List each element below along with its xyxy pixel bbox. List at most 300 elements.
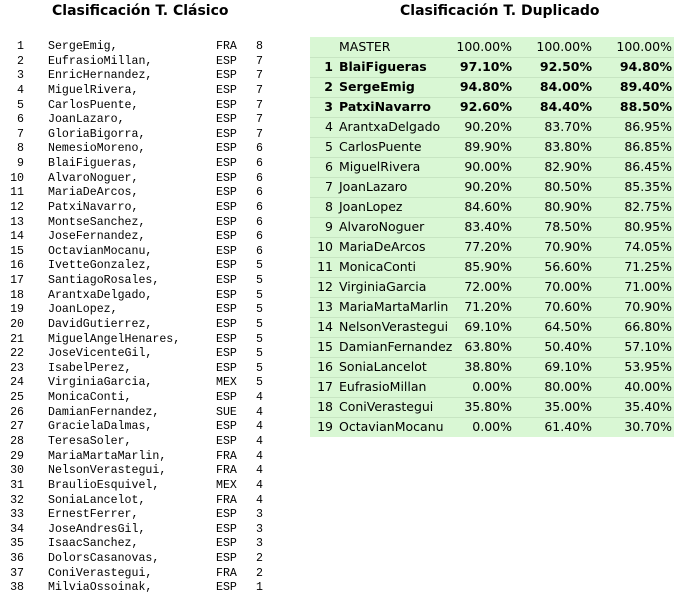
duplicate-pos: 6: [325, 159, 333, 174]
classic-pos: 7: [17, 127, 24, 141]
duplicate-value-2: 69.10%: [544, 359, 592, 374]
classic-pos: 28: [10, 435, 24, 448]
classic-pos: 32: [10, 493, 24, 507]
duplicate-pos: 8: [325, 199, 333, 214]
classic-country: ESP: [216, 230, 237, 244]
classic-player-name: MiguelRivera,: [48, 83, 139, 97]
classic-row: [0, 68, 280, 83]
duplicate-player-name: ConiVerastegui: [339, 399, 434, 414]
classic-score: 5: [256, 317, 263, 331]
classic-player-name: MiguelAngelHenares,: [48, 332, 181, 346]
classic-row: [0, 405, 280, 420]
classic-score: 1: [256, 581, 263, 595]
duplicate-value-3: 94.80%: [619, 59, 672, 74]
duplicate-player-name: MonicaConti: [339, 259, 417, 274]
duplicate-value-3: 82.75%: [624, 199, 672, 214]
classic-row: [0, 375, 280, 390]
duplicate-value-3: 89.40%: [619, 79, 672, 94]
duplicate-value-3: 53.95%: [624, 359, 672, 374]
duplicate-row: [310, 317, 674, 337]
classic-player-name: BraulioEsquivel,: [48, 478, 160, 492]
classic-row: [0, 346, 280, 361]
classic-country: ESP: [216, 435, 237, 448]
duplicate-value-2: 50.40%: [544, 339, 592, 354]
duplicate-value-2: 100.00%: [536, 39, 592, 54]
classic-pos: 37: [10, 566, 24, 580]
duplicate-value-2: 83.80%: [544, 139, 592, 154]
duplicate-row: [310, 297, 674, 317]
classic-score: 7: [256, 54, 263, 68]
duplicate-value-1: 92.60%: [459, 99, 512, 114]
classic-row: [0, 332, 280, 347]
row-divider: [310, 77, 674, 78]
duplicate-value-3: 71.00%: [624, 279, 672, 294]
row-divider: [310, 197, 674, 198]
classic-score: 2: [256, 566, 263, 580]
classic-pos: 18: [10, 288, 24, 302]
classic-pos: 17: [10, 274, 24, 288]
duplicate-pos: 15: [317, 339, 333, 354]
classic-player-name: SergeEmig,: [48, 40, 118, 53]
classic-pos: 12: [10, 200, 24, 214]
classic-row: [0, 54, 280, 69]
classic-country: ESP: [216, 361, 237, 375]
duplicate-player-name: AlvaroNoguer: [339, 219, 425, 234]
duplicate-player-name: VirginiaGarcia: [339, 279, 427, 294]
duplicate-row: [310, 257, 674, 277]
duplicate-pos: 12: [317, 279, 333, 294]
classic-country: ESP: [216, 581, 237, 595]
classic-score: 7: [256, 127, 263, 141]
duplicate-player-name: EufrasioMillan: [339, 379, 427, 394]
classic-row: [0, 463, 280, 478]
duplicate-pos: 1: [324, 59, 333, 74]
classic-country: ESP: [216, 113, 237, 127]
classic-pos: 1: [17, 40, 24, 53]
classic-pos: 8: [17, 142, 24, 156]
classic-pos: 22: [10, 347, 24, 361]
classic-pos: 16: [10, 259, 24, 273]
classic-country: ESP: [216, 274, 237, 288]
duplicate-player-name: ArantxaDelgado: [339, 119, 441, 134]
classic-title: Clasificación T. Clásico: [52, 3, 229, 19]
classic-row: [0, 171, 280, 186]
classic-player-name: MontseSanchez,: [48, 215, 146, 229]
classic-country: ESP: [216, 288, 237, 302]
classic-score: 2: [256, 552, 263, 566]
classic-country: FRA: [216, 493, 237, 507]
duplicate-row: [310, 277, 674, 297]
duplicate-row: [310, 157, 674, 177]
row-divider: [310, 117, 674, 118]
classic-country: ESP: [216, 142, 237, 156]
classic-player-name: SantiagoRosales,: [48, 274, 160, 288]
classic-row: [0, 551, 280, 566]
duplicate-player-name: MASTER: [339, 39, 391, 54]
duplicate-player-name: SoniaLancelot: [339, 359, 427, 374]
duplicate-pos: 5: [325, 139, 333, 154]
row-divider: [310, 397, 674, 398]
duplicate-value-3: 70.90%: [624, 299, 672, 314]
duplicate-player-name: CarlosPuente: [339, 139, 422, 154]
classic-pos: 13: [10, 215, 24, 229]
duplicate-row: [310, 197, 674, 217]
classic-pos: 9: [17, 157, 24, 171]
duplicate-value-1: 97.10%: [459, 59, 512, 74]
row-divider: [310, 257, 674, 258]
duplicate-value-1: 77.20%: [464, 239, 512, 254]
row-divider: [310, 317, 674, 318]
classic-player-name: VirginiaGarcia,: [48, 376, 153, 390]
classic-country: ESP: [216, 69, 237, 83]
classic-score: 6: [256, 215, 263, 229]
duplicate-row: [310, 37, 674, 57]
row-divider: [310, 97, 674, 98]
duplicate-row: [310, 357, 674, 377]
duplicate-row: [310, 237, 674, 257]
classic-row: [0, 156, 280, 171]
classic-country: ESP: [216, 83, 237, 97]
classic-pos: 31: [10, 478, 24, 492]
classic-pos: 6: [17, 113, 24, 127]
duplicate-player-name: NelsonVerastegui: [339, 319, 449, 334]
classic-pos: 2: [17, 54, 24, 68]
classic-player-name: IsabelPerez,: [48, 361, 132, 375]
classic-score: 7: [256, 83, 263, 97]
classic-country: MEX: [216, 376, 237, 390]
classic-country: ESP: [216, 303, 237, 317]
classic-country: ESP: [216, 332, 237, 346]
duplicate-value-2: 83.70%: [544, 119, 592, 134]
classic-score: 3: [256, 508, 263, 522]
row-divider: [310, 157, 674, 158]
classic-score: 6: [256, 230, 263, 244]
duplicate-pos: 17: [317, 379, 333, 394]
classic-player-name: JoanLopez,: [48, 303, 118, 317]
classic-player-name: EufrasioMillan,: [48, 54, 153, 68]
classic-score: 7: [256, 69, 263, 83]
classic-score: 4: [256, 391, 263, 405]
classic-row: [0, 434, 280, 449]
classic-country: ESP: [216, 200, 237, 214]
classic-row: [0, 127, 280, 142]
row-divider: [310, 177, 674, 178]
duplicate-pos: 13: [317, 299, 333, 314]
classic-pos: 20: [10, 317, 24, 331]
classic-country: ESP: [216, 317, 237, 331]
duplicate-value-1: 90.00%: [464, 159, 512, 174]
duplicate-value-3: 35.40%: [624, 399, 672, 414]
classic-pos: 36: [10, 552, 24, 566]
classic-player-name: MariaMartaMarlin,: [48, 449, 167, 463]
duplicate-pos: 10: [317, 239, 333, 254]
duplicate-value-2: 35.00%: [544, 399, 592, 414]
classic-score: 3: [256, 537, 263, 551]
classic-score: 5: [256, 347, 263, 361]
classic-row: [0, 522, 280, 537]
classic-player-name: JoseVicenteGil,: [48, 347, 153, 361]
classic-row: [0, 273, 280, 288]
duplicate-value-2: 82.90%: [544, 159, 592, 174]
duplicate-player-name: MariaDeArcos: [339, 239, 426, 254]
classic-score: 5: [256, 376, 263, 390]
classic-country: FRA: [216, 40, 237, 53]
classic-row: [0, 493, 280, 508]
classic-player-name: PatxiNavarro,: [48, 200, 139, 214]
classic-pos: 11: [10, 186, 24, 200]
classic-pos: 23: [10, 361, 24, 375]
classic-country: ESP: [216, 508, 237, 522]
duplicate-value-1: 0.00%: [472, 379, 512, 394]
classic-country: MEX: [216, 478, 237, 492]
classic-pos: 10: [10, 171, 24, 185]
classic-pos: 38: [10, 581, 24, 595]
row-divider: [310, 237, 674, 238]
duplicate-value-3: 85.35%: [624, 179, 672, 194]
duplicate-value-2: 56.60%: [544, 259, 592, 274]
duplicate-value-2: 78.50%: [544, 219, 592, 234]
duplicate-row: [310, 77, 674, 97]
duplicate-pos: 14: [317, 319, 333, 334]
row-divider: [310, 277, 674, 278]
duplicate-value-2: 84.40%: [539, 99, 592, 114]
classic-score: 4: [256, 420, 263, 434]
duplicate-player-name: MiguelRivera: [339, 159, 421, 174]
duplicate-value-2: 92.50%: [539, 59, 592, 74]
classic-score: 3: [256, 522, 263, 536]
classic-country: ESP: [216, 347, 237, 361]
classic-score: 6: [256, 200, 263, 214]
classic-score: 4: [256, 405, 263, 419]
classic-player-name: GracielaDalmas,: [48, 420, 153, 434]
classic-row: [0, 536, 280, 551]
classic-pos: 4: [17, 83, 24, 97]
duplicate-value-2: 84.00%: [539, 79, 592, 94]
classic-pos: 27: [10, 420, 24, 434]
classic-pos: 34: [10, 522, 24, 536]
duplicate-value-2: 70.60%: [544, 299, 592, 314]
classic-country: ESP: [216, 54, 237, 68]
duplicate-standings-table: [310, 37, 674, 437]
classic-row: [0, 185, 280, 200]
classic-row: [0, 302, 280, 317]
classic-player-name: NemesioMoreno,: [48, 142, 146, 156]
classic-pos: 35: [10, 537, 24, 551]
duplicate-value-2: 70.90%: [544, 239, 592, 254]
duplicate-value-1: 89.90%: [464, 139, 512, 154]
duplicate-player-name: JoanLopez: [339, 199, 403, 214]
duplicate-pos: 18: [317, 399, 333, 414]
duplicate-value-1: 100.00%: [456, 39, 512, 54]
classic-player-name: JoanLazaro,: [48, 113, 125, 127]
classic-country: ESP: [216, 259, 237, 273]
duplicate-value-2: 80.50%: [544, 179, 592, 194]
duplicate-row: [310, 217, 674, 237]
classic-country: ESP: [216, 98, 237, 112]
classic-score: 6: [256, 142, 263, 156]
classic-player-name: BlaiFigueras,: [48, 157, 139, 171]
classic-country: FRA: [216, 449, 237, 463]
duplicate-row: [310, 337, 674, 357]
classic-pos: 19: [10, 303, 24, 317]
classic-player-name: IsaacSanchez,: [48, 537, 139, 551]
duplicate-row: [310, 377, 674, 397]
classic-row: [0, 361, 280, 376]
classic-country: ESP: [216, 537, 237, 551]
classic-row: [0, 215, 280, 230]
duplicate-pos: 2: [324, 79, 333, 94]
duplicate-value-2: 70.00%: [544, 279, 592, 294]
duplicate-value-3: 30.70%: [624, 419, 672, 434]
duplicate-player-name: BlaiFigueras: [339, 59, 427, 74]
classic-country: ESP: [216, 215, 237, 229]
duplicate-value-1: 35.80%: [464, 399, 512, 414]
classic-player-name: NelsonVerastegui,: [48, 464, 167, 478]
classic-score: 5: [256, 288, 263, 302]
classic-score: 7: [256, 98, 263, 112]
classic-row: [0, 566, 280, 581]
classic-player-name: EnricHernandez,: [48, 69, 153, 83]
classic-country: ESP: [216, 157, 237, 171]
classic-player-name: AlvaroNoguer,: [48, 171, 139, 185]
duplicate-row: [310, 57, 674, 77]
duplicate-value-1: 38.80%: [464, 359, 512, 374]
duplicate-player-name: OctavianMocanu: [339, 419, 444, 434]
classic-country: ESP: [216, 127, 237, 141]
classic-player-name: TeresaSoler,: [48, 435, 132, 448]
classic-player-name: DolorsCasanovas,: [48, 552, 160, 566]
duplicate-value-1: 69.10%: [464, 319, 512, 334]
classic-country: ESP: [216, 420, 237, 434]
row-divider: [310, 357, 674, 358]
classic-player-name: SoniaLancelot,: [48, 493, 146, 507]
classic-row: [0, 200, 280, 215]
classic-score: 4: [256, 435, 263, 448]
duplicate-pos: 11: [317, 259, 333, 274]
row-divider: [310, 417, 674, 418]
classic-score: 6: [256, 157, 263, 171]
row-divider: [310, 137, 674, 138]
duplicate-row: [310, 177, 674, 197]
duplicate-row: [310, 117, 674, 137]
classic-score: 4: [256, 478, 263, 492]
duplicate-value-2: 61.40%: [544, 419, 592, 434]
classic-pos: 26: [10, 405, 24, 419]
classic-pos: 5: [17, 98, 24, 112]
classic-pos: 14: [10, 230, 24, 244]
classic-country: ESP: [216, 171, 237, 185]
duplicate-pos: 16: [317, 359, 333, 374]
classic-player-name: MariaDeArcos,: [48, 186, 139, 200]
duplicate-pos: 7: [325, 179, 333, 194]
classic-score: 5: [256, 332, 263, 346]
classic-country: ESP: [216, 552, 237, 566]
duplicate-value-3: 100.00%: [616, 39, 672, 54]
classic-country: FRA: [216, 464, 237, 478]
classic-pos: 29: [10, 449, 24, 463]
duplicate-value-2: 64.50%: [544, 319, 592, 334]
classic-player-name: MilviaOssoinak,: [48, 581, 153, 595]
duplicate-pos: 4: [325, 119, 333, 134]
classic-pos: 30: [10, 464, 24, 478]
duplicate-value-3: 57.10%: [624, 339, 672, 354]
duplicate-row: [310, 137, 674, 157]
duplicate-pos: 3: [324, 99, 333, 114]
classic-pos: 21: [10, 332, 24, 346]
classic-score: 5: [256, 361, 263, 375]
classic-country: SUE: [216, 405, 237, 419]
classic-row: [0, 229, 280, 244]
classic-row: [0, 39, 280, 54]
duplicate-value-3: 71.25%: [624, 259, 672, 274]
classic-row: [0, 580, 280, 595]
classic-player-name: ErnestFerrer,: [48, 508, 139, 522]
classic-score: 8: [256, 40, 263, 53]
classic-pos: 33: [10, 508, 24, 522]
classic-row: [0, 244, 280, 259]
classic-player-name: GloriaBigorra,: [48, 127, 146, 141]
duplicate-value-1: 71.20%: [464, 299, 512, 314]
classic-country: FRA: [216, 566, 237, 580]
duplicate-pos: 19: [317, 419, 333, 434]
classic-score: 5: [256, 303, 263, 317]
duplicate-value-2: 80.90%: [544, 199, 592, 214]
classic-row: [0, 288, 280, 303]
classic-row: [0, 419, 280, 434]
duplicate-value-1: 90.20%: [464, 179, 512, 194]
duplicate-value-3: 80.95%: [624, 219, 672, 234]
duplicate-value-3: 66.80%: [624, 319, 672, 334]
classic-score: 6: [256, 186, 263, 200]
classic-score: 7: [256, 113, 263, 127]
classic-row: [0, 258, 280, 273]
classic-player-name: IvetteGonzalez,: [48, 259, 153, 273]
classic-player-name: JoseAndresGil,: [48, 522, 146, 536]
duplicate-value-3: 86.85%: [624, 139, 672, 154]
duplicate-player-name: MariaMartaMarlin: [339, 299, 449, 314]
classic-row: [0, 390, 280, 405]
classic-pos: 15: [10, 244, 24, 258]
classic-pos: 3: [17, 69, 24, 83]
classic-score: 6: [256, 171, 263, 185]
duplicate-value-1: 72.00%: [464, 279, 512, 294]
classic-pos: 25: [10, 391, 24, 405]
classic-player-name: DavidGutierrez,: [48, 317, 153, 331]
duplicate-value-3: 74.05%: [624, 239, 672, 254]
row-divider: [310, 217, 674, 218]
classic-row: [0, 507, 280, 522]
duplicate-player-name: PatxiNavarro: [339, 99, 431, 114]
duplicate-value-1: 0.00%: [472, 419, 512, 434]
duplicate-row: [310, 417, 674, 437]
duplicate-pos: 9: [325, 219, 333, 234]
classic-player-name: CarlosPuente,: [48, 98, 139, 112]
duplicate-value-1: 94.80%: [459, 79, 512, 94]
duplicate-player-name: JoanLazaro: [339, 179, 408, 194]
duplicate-value-1: 84.60%: [464, 199, 512, 214]
row-divider: [310, 297, 674, 298]
classic-player-name: ArantxaDelgado,: [48, 288, 153, 302]
duplicate-title: Clasificación T. Duplicado: [400, 3, 600, 19]
classic-score: 6: [256, 244, 263, 258]
duplicate-value-3: 86.95%: [624, 119, 672, 134]
classic-player-name: JoseFernandez,: [48, 230, 146, 244]
duplicate-value-1: 63.80%: [464, 339, 512, 354]
classic-row: [0, 478, 280, 493]
duplicate-value-3: 86.45%: [624, 159, 672, 174]
duplicate-value-1: 83.40%: [464, 219, 512, 234]
classic-row: [0, 83, 280, 98]
